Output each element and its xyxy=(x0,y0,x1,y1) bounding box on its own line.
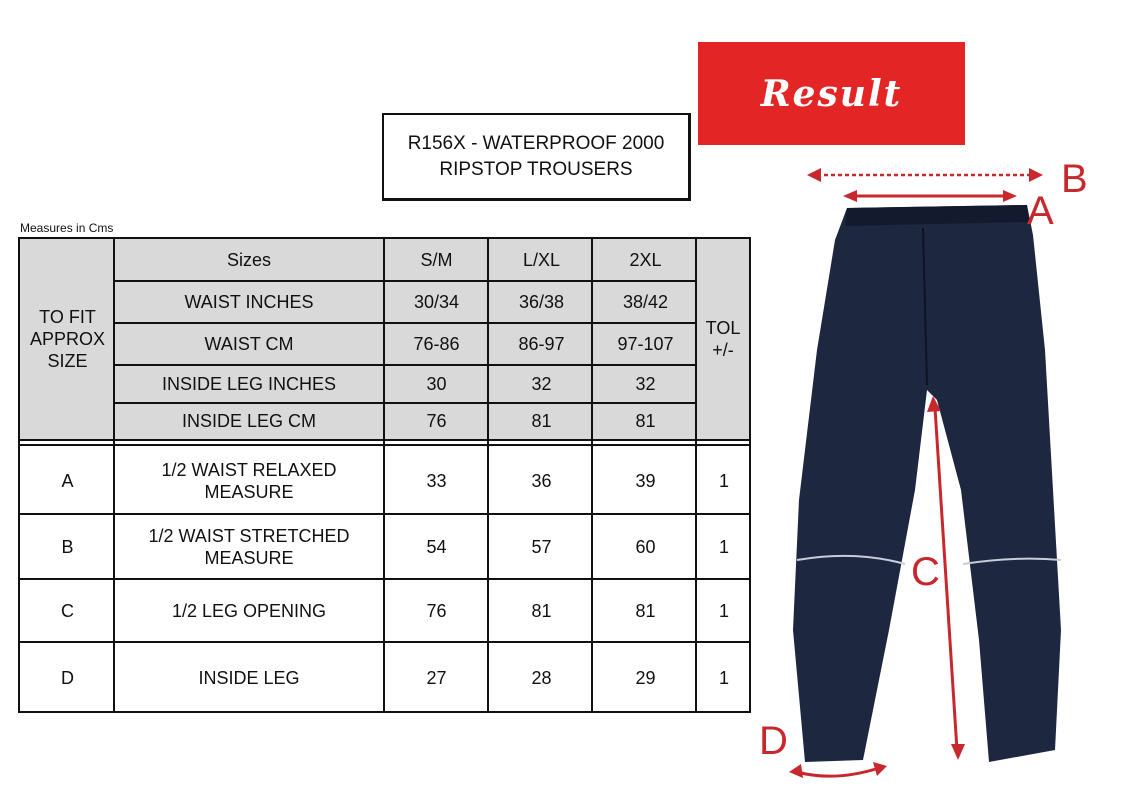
grid-line xyxy=(115,280,697,282)
label-d: D xyxy=(759,719,788,763)
measures-note: Measures in Cms xyxy=(20,221,114,235)
product-title-line2: RIPSTOP TROUSERS xyxy=(439,158,633,180)
measure-value: 29 xyxy=(635,667,656,688)
section-divider xyxy=(20,444,749,446)
trousers-diagram xyxy=(755,150,1134,812)
fit-row-label: INSIDE LEG CM xyxy=(181,411,317,431)
measure-code: D xyxy=(61,667,74,688)
product-title-box xyxy=(382,113,691,201)
tol-header-cell xyxy=(697,239,749,439)
fit-row-value: 38/42 xyxy=(622,292,669,312)
fit-row-value: 32 xyxy=(531,374,552,394)
measure-value: 81 xyxy=(635,600,656,621)
fit-row-value: 86-97 xyxy=(518,334,565,354)
grid-line xyxy=(20,641,749,643)
to-fit-header-cell xyxy=(20,239,115,439)
measure-value: 54 xyxy=(426,536,447,557)
measure-code: B xyxy=(61,536,74,557)
product-title-line1: R156X - WATERPROOF 2000 xyxy=(407,132,665,154)
measure-tol: 1 xyxy=(718,667,729,688)
measure-code: A xyxy=(61,470,74,491)
size-chart-table xyxy=(18,237,751,713)
fit-row-value: 76-86 xyxy=(413,334,460,354)
measure-label: 1/2 WAIST RELAXED MEASURE xyxy=(161,459,337,502)
measure-label: 1/2 WAIST STRETCHED MEASURE xyxy=(148,525,350,568)
brand-logo-text: Result xyxy=(760,72,903,115)
label-a: A xyxy=(1027,189,1054,233)
measure-value: 81 xyxy=(531,600,552,621)
grid-line xyxy=(20,513,749,515)
measure-tol: 1 xyxy=(718,470,729,491)
label-b: B xyxy=(1061,157,1088,201)
fit-row-label: INSIDE LEG INCHES xyxy=(161,374,337,394)
measure-label: INSIDE LEG xyxy=(198,667,300,688)
measure-value: 39 xyxy=(635,470,656,491)
grid-line xyxy=(115,402,697,404)
fit-row-value: 32 xyxy=(635,374,656,394)
tol-header: TOL +/- xyxy=(705,318,741,360)
fit-row-value: 81 xyxy=(635,411,656,431)
measure-label: 1/2 LEG OPENING xyxy=(171,600,327,621)
brand-logo xyxy=(698,42,965,145)
measure-value: 33 xyxy=(426,470,447,491)
fit-row-value: 30 xyxy=(426,374,447,394)
size-header: S/M xyxy=(420,250,453,270)
measure-value: 28 xyxy=(531,667,552,688)
size-header: 2XL xyxy=(629,250,662,270)
measure-tol: 1 xyxy=(718,600,729,621)
fit-row-label: WAIST CM xyxy=(204,334,294,354)
measure-value: 76 xyxy=(426,600,447,621)
measure-value: 27 xyxy=(426,667,447,688)
trousers-illustration xyxy=(793,205,1061,762)
fit-row-label: WAIST INCHES xyxy=(184,292,314,312)
measure-value: 57 xyxy=(531,536,552,557)
fit-row-value: 81 xyxy=(531,411,552,431)
grid-line xyxy=(115,364,697,366)
fit-row-value: 30/34 xyxy=(413,292,460,312)
section-divider xyxy=(20,439,749,441)
fit-row-value: 36/38 xyxy=(518,292,565,312)
measure-code: C xyxy=(61,600,74,621)
sizes-label: Sizes xyxy=(226,250,271,270)
to-fit-header: TO FIT APPROX SIZE xyxy=(29,307,106,371)
grid-line xyxy=(20,578,749,580)
grid-line xyxy=(115,322,697,324)
measure-value: 36 xyxy=(531,470,552,491)
size-header: L/XL xyxy=(522,250,561,270)
fit-row-value: 76 xyxy=(426,411,447,431)
measure-tol: 1 xyxy=(718,536,729,557)
measure-value: 60 xyxy=(635,536,656,557)
label-c: C xyxy=(911,550,940,594)
fit-row-value: 97-107 xyxy=(617,334,674,354)
